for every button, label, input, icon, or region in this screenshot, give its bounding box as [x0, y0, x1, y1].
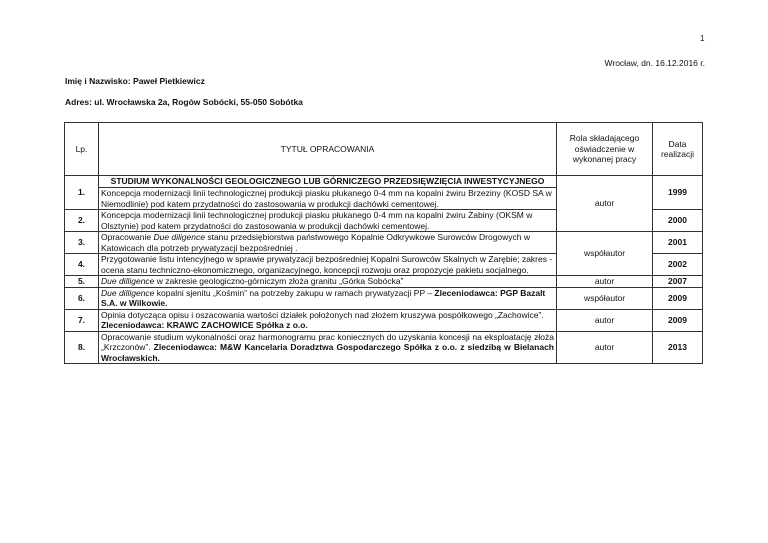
header-role: Rola składającego oświadczenie w wykonanej pracy	[557, 123, 653, 176]
works-table	[64, 122, 703, 364]
page-number: 1	[700, 34, 705, 43]
table-row	[65, 276, 703, 288]
header-title: TYTUŁ OPRACOWANIA	[99, 123, 557, 176]
row-title: Due dilligence kopalni sjenitu „Kośmin” na potrzeby zakupu w ramach prywatyzacji PP – Zleceniodawca: PGP Bazalt S.A. w Wilkowie.	[99, 287, 557, 309]
row-role: współautor	[557, 287, 653, 309]
row-title: Opracowanie studium wykonalności oraz harmonogramu prac koniecznych do uzyskania koncesji na eksploatację złoża „Krzczonów”. Zleceniodawca: M&W Kancelaria Doradztwa Gospodarczego Spółka z o.o. z siedzibą w Bielanach Wrocławskich.	[99, 331, 557, 364]
row-number: 2.	[65, 210, 99, 232]
table-row	[65, 287, 703, 309]
author-address: Adres: ul. Wrocławska 2a, Rogów Sobócki, 55-050 Sobótka	[65, 97, 303, 107]
row-number: 1.	[65, 176, 99, 210]
section-title: STUDIUM WYKONALNOŚCI GEOLOGICZNEGO LUB GÓRNICZEGO PRZEDSIĘWZIĘCIA INWESTYCYJNEGO	[99, 176, 557, 188]
table-row	[65, 309, 703, 331]
row-number: 8.	[65, 331, 99, 364]
row-date: 1999	[653, 176, 703, 210]
row-title: Due dilligence w zakresie geologiczno-górniczym złoża granitu „Górka Sobócka”	[99, 276, 557, 288]
row-role: współautor	[557, 232, 653, 276]
row-number: 7.	[65, 309, 99, 331]
table-row	[65, 232, 703, 254]
author-name: Imię i Nazwisko: Paweł Pietkiewicz	[65, 76, 205, 86]
row-date: 2009	[653, 287, 703, 309]
row-number: 5.	[65, 276, 99, 288]
row-number: 6.	[65, 287, 99, 309]
row-role: autor	[557, 331, 653, 364]
row-number: 4.	[65, 254, 99, 276]
row-date: 2007	[653, 276, 703, 288]
row-title: Przygotowanie listu intencyjnego w sprawie prywatyzacji bezpośredniej Kopalni Surowców Skalnych w Zarębie; zakres - ocena stanu techniczno-ekonomicznego, organizacyjnego, koncepcji rozwoju oraz propozycje pakietu socjalnego.	[99, 254, 557, 276]
row-title: Koncepcja modernizacji linii technologicznej produkcji piasku płukanego 0-4 mm na kopalni żwiru Żabiny (OKSM w Olsztynie) pod katem przydatności do zastosowania w produkcji dachówki cementowej.	[99, 210, 557, 232]
row-title: Opinia dotycząca opisu i oszacowania wartości działek położonych nad złożem kruszywa pospółkowego „Zachowice”. Zleceniodawca: KRAWC ZACHOWICE Spółka z o.o.	[99, 309, 557, 331]
row-role: autor	[557, 176, 653, 232]
table-header-row	[65, 123, 703, 176]
row-date: 2009	[653, 309, 703, 331]
place-date: Wrocław, dn. 16.12.2016 r.	[604, 58, 705, 68]
header-date: Data realizacji	[653, 123, 703, 176]
row-number: 3.	[65, 232, 99, 254]
row-date: 2001	[653, 232, 703, 254]
row-title: Opracowanie Due diligence stanu przedsiębiorstwa państwowego Kopalnie Odkrywkowe Surowców Drogowych w Katowicach dla potrzeb prywatyzacji bezpośredniej .	[99, 232, 557, 254]
row-date: 2000	[653, 210, 703, 232]
row-title: Koncepcja modernizacji linii technologicznej produkcji piasku płukanego 0-4 mm na kopalni żwiru Brzeziny (KOSD SA w Niemodlinie) pod katem przydatności do zastosowania w produkcji dachówki cementowej.	[99, 188, 557, 210]
row-role: autor	[557, 309, 653, 331]
row-date: 2013	[653, 331, 703, 364]
table-row	[65, 331, 703, 364]
section-row	[65, 176, 703, 188]
row-role: autor	[557, 276, 653, 288]
row-date: 2002	[653, 254, 703, 276]
header-lp: Lp.	[65, 123, 99, 176]
